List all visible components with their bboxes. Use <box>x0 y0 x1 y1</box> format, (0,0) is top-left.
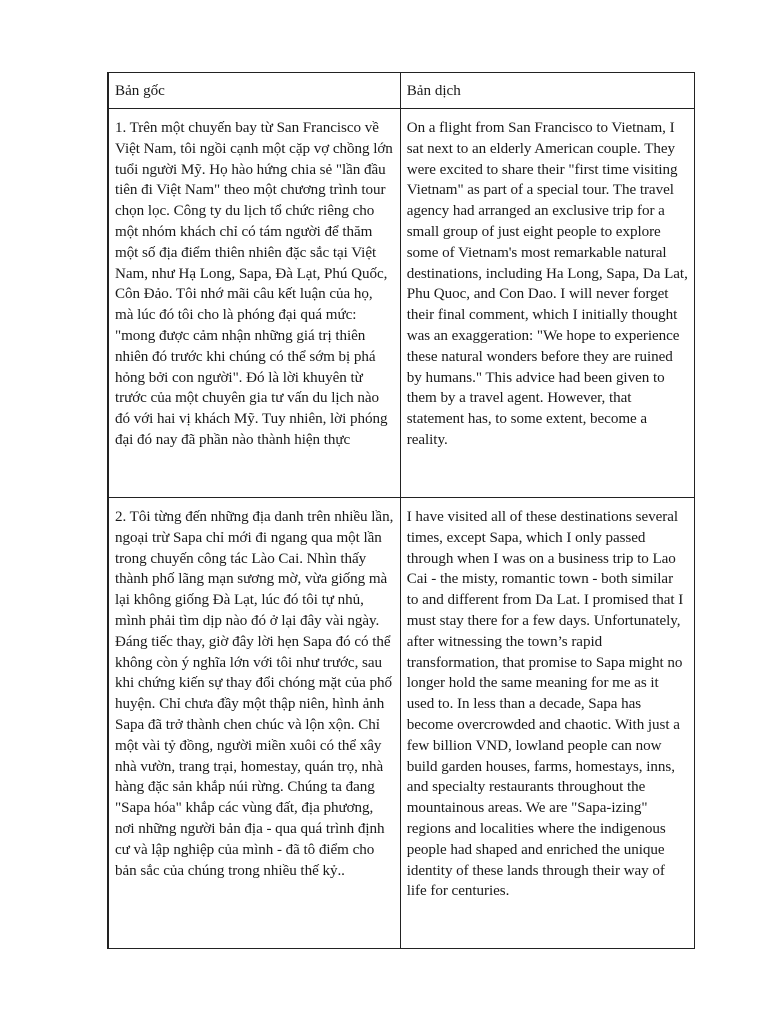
table-body <box>108 73 695 949</box>
source-paragraph-1: 1. Trên một chuyến bay từ San Francisco về Việt Nam, tôi ngồi cạnh một cặp vợ chồng lớn tuổi người Mỹ. Họ hào hứng chia sẻ "lần đầu tiên đi Việt Nam" theo một chương trình tour chọn lọc. Công ty du lịch tổ chức riêng cho một nhóm khách chỉ có tám người để thăm một số địa điểm thiên nhiên đặc sắc tại Việt Nam, như Hạ Long, Sapa, Đà Lạt, Phú Quốc, Côn Đảo. Tôi nhớ mãi câu kết luận của họ, mà lúc đó tôi cho là phóng đại quá mức: "mong được cảm nhận những giá trị thiên nhiên đó trước khi chúng có thể sớm bị phá hỏng bởi con người". Đó là lời khuyên từ trước của một chuyên gia tư vấn du lịch nào đó với hai vị khách Mỹ. Tuy nhiên, lời phóng đại đó nay đã phần nào thành hiện thực <box>115 120 393 448</box>
table-header-row <box>108 73 695 109</box>
table-row <box>108 109 695 498</box>
header-source-label: Bản gốc <box>115 83 165 99</box>
translation-paragraph-2: I have visited all of these destinations several times, except Sapa, which I only passed through when I was on a business trip to Lao Cai - the misty, romantic town - both similar to and different from Da Lat. I promised that I must stay there for a few days. Unfortunately, after witnessing the town’s rapid transformation, that promise to Sapa might no longer hold the same meaning for me as it used to. In less than a decade, Sapa has become overcrowded and chaotic. With just a few billion VND, lowland people can now build garden houses, farms, homestays, inns, and specialty restaurants throughout the mountainous areas. We are "Sapa-izing" regions and localities where the indigenous people had shaped and enriched the unique identity of these lands through their way of life for centuries. <box>406 509 684 900</box>
translation-table <box>107 72 695 949</box>
header-translation-label: Bản dịch <box>406 83 461 99</box>
source-cell <box>108 498 400 949</box>
source-paragraph-2: 2. Tôi từng đến những địa danh trên nhiều lần, ngoại trừ Sapa chỉ mới đi ngang qua một lần trong chuyến công tác Lào Cai. Nhìn thấy thành phố lãng mạn sương mờ, vừa giống mà lại không giống Đà Lạt, lúc đó tôi tự nhủ, mình phải tìm dịp nào đó ở lại đây vài ngày. Đáng tiếc thay, giờ đây lời hẹn Sapa đó có thể không còn ý nghĩa lớn với tôi như trước, sau khi chứng kiến sự thay đổi chóng mặt của phố huyện. Chỉ chưa đầy một thập niên, hình ảnh Sapa đã trở thành chen chúc và lộn xộn. Chỉ một vài tỷ đồng, người miền xuôi có thể xây nhà vườn, trang trại, homestay, quán trọ, nhà hàng đặc sản khắp núi rừng. Chúng ta đang "Sapa hóa" khắp các vùng đất, địa phương, nơi những người bản địa - qua quá trình định cư và lập nghiệp của mình - đã tô điểm cho bản sắc của chúng trong nhiều thế kỷ.. <box>115 509 394 879</box>
source-cell <box>108 109 400 498</box>
header-cell-source <box>108 73 400 109</box>
table-row <box>108 498 695 949</box>
translation-paragraph-1: On a flight from San Francisco to Vietnam, I sat next to an elderly American couple. They were excited to share their "first time visiting Vietnam" as part of a special tour. The travel agency had arranged an exclusive trip for a small group of just eight people to explore some of Vietnam's most remarkable natural destinations, including Ha Long, Sapa, Da Lat, Phu Quoc, and Con Dao. I will never forget their final comment, which I initially thought was an exaggeration: "We hope to experience these natural wonders before they are ruined by humans." This advice had been given to them by a travel agent. However, that statement has, to some extent, become a reality. <box>406 120 688 448</box>
header-cell-translation <box>400 73 694 109</box>
translation-cell <box>400 498 694 949</box>
translation-cell <box>400 109 694 498</box>
